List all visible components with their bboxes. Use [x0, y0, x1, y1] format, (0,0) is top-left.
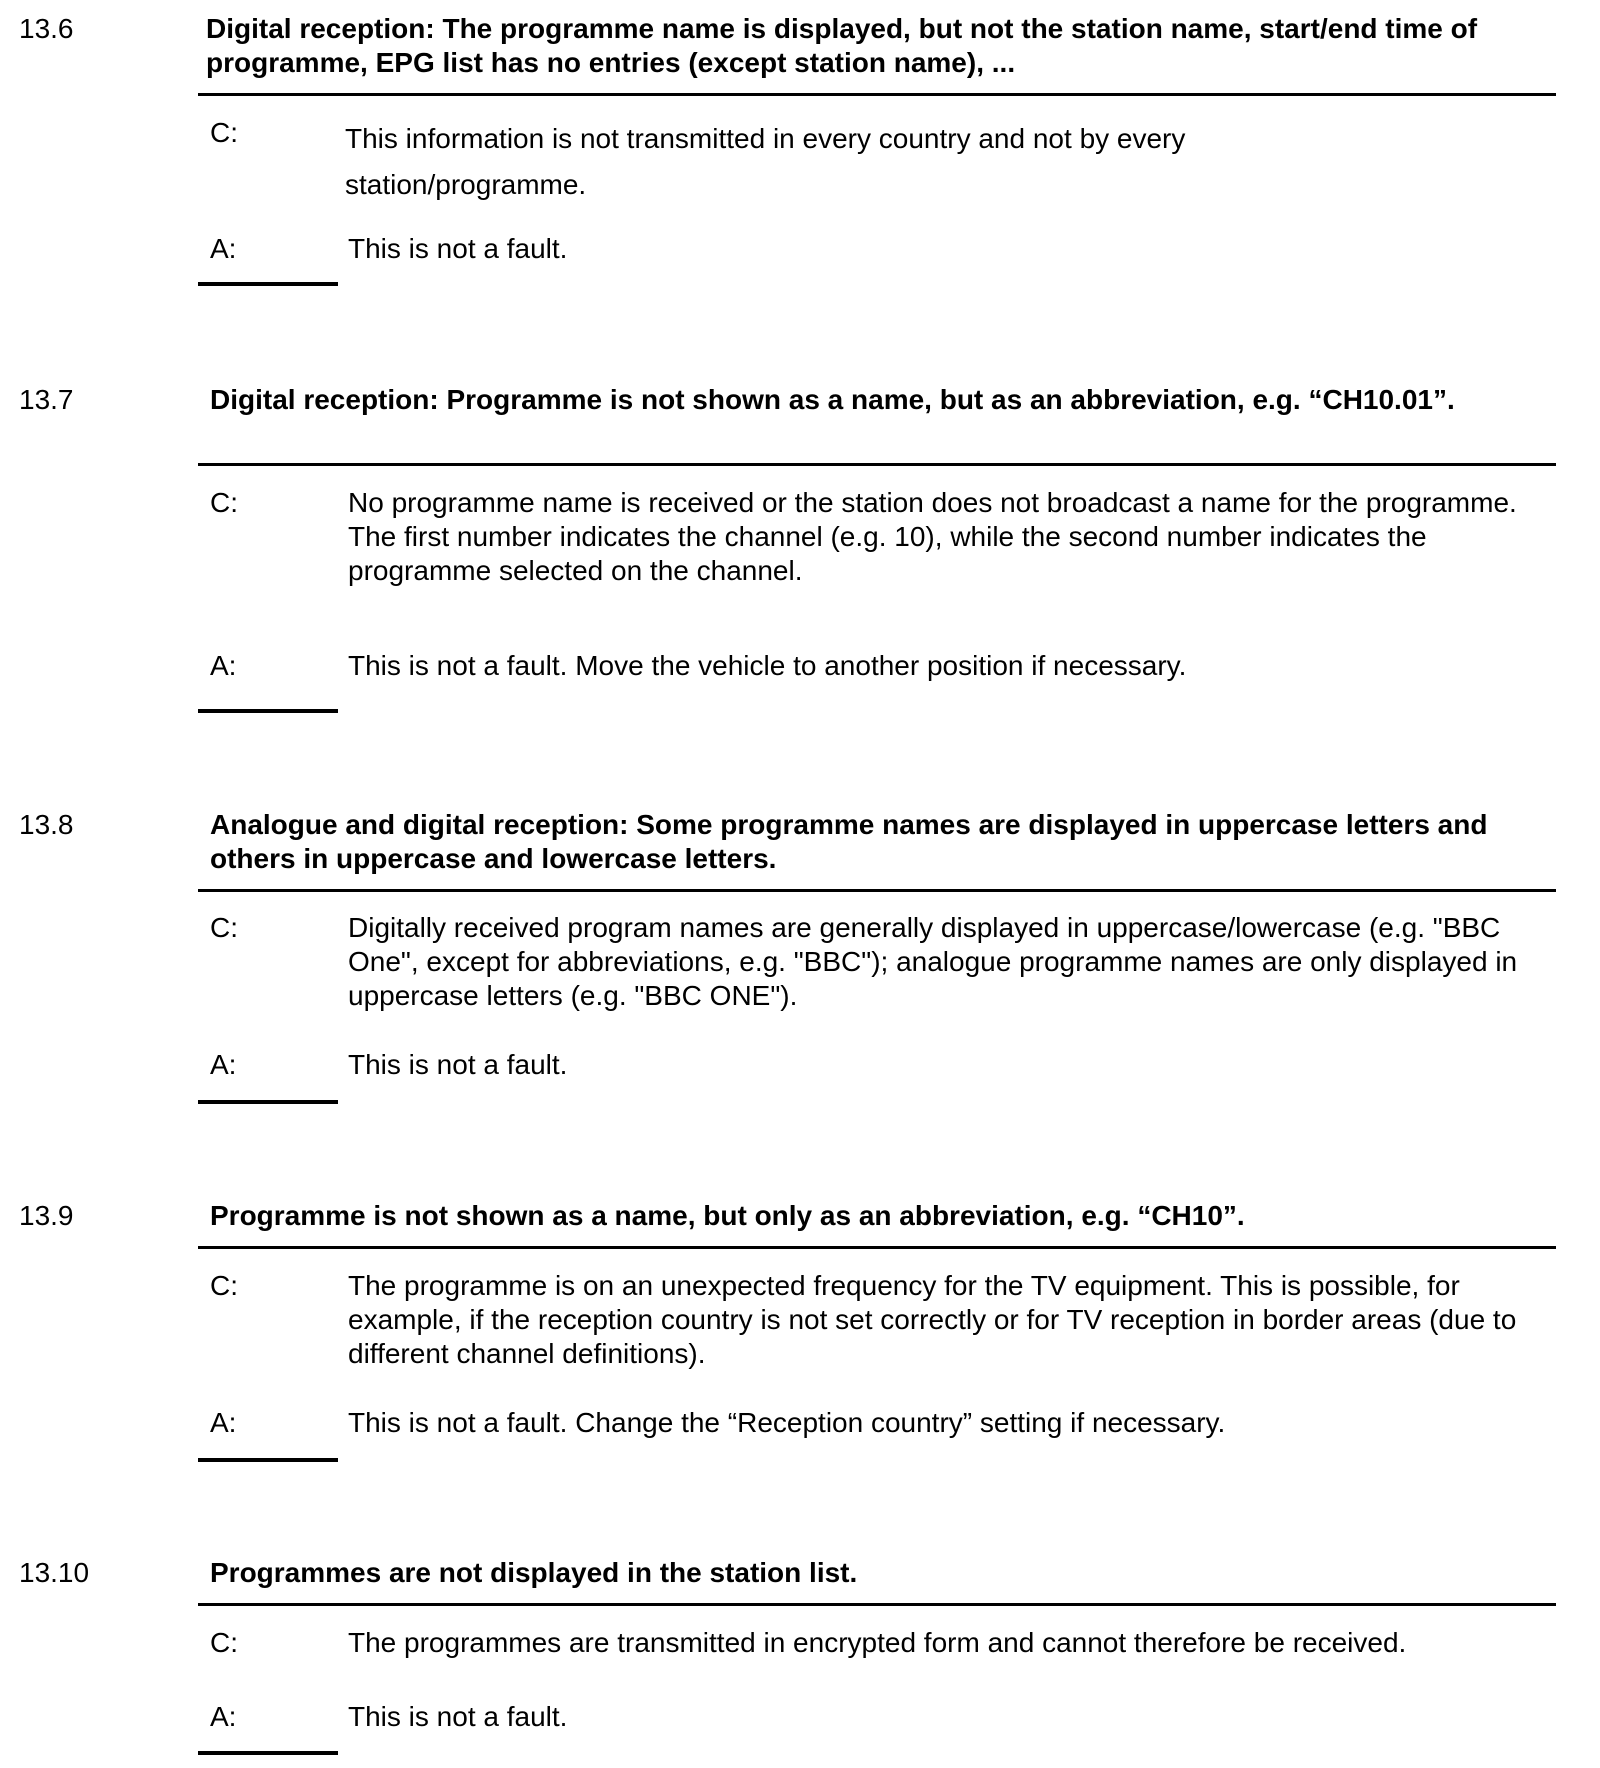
cause-label: C:	[210, 487, 238, 518]
end-divider	[198, 709, 338, 713]
end-divider	[198, 282, 338, 286]
title-divider	[198, 889, 1556, 892]
title-divider	[198, 1246, 1556, 1249]
action-text: This is not a fault.	[348, 1049, 568, 1080]
entry-number: 13.6	[19, 13, 74, 44]
cause-text: No programme name is received or the station does not broadcast a name for the programme. The first number indicates the channel (e.g. 10), while the second number indicates the programme selected on the channel.	[348, 487, 1517, 586]
action-label: A:	[210, 1049, 237, 1080]
cause-text: The programmes are transmitted in encrypted form and cannot therefore be received.	[348, 1627, 1407, 1658]
entry-number: 13.10	[19, 1557, 90, 1588]
entry-title: Digital reception: The programme name is displayed, but not the station name, start/end time of programme, EPG list has no entries (except station name), ...	[206, 13, 1478, 78]
cause-text: The programme is on an unexpected frequency for the TV equipment. This is possible, for example, if the reception country is not set correctly or for TV reception in border areas (due to different channel definitions).	[348, 1270, 1517, 1369]
end-divider	[198, 1458, 338, 1462]
action-text: This is not a fault. Change the “Reception country” setting if necessary.	[348, 1407, 1226, 1438]
entry-title: Programme is not shown as a name, but only as an abbreviation, e.g. “CH10”.	[210, 1200, 1245, 1231]
entry-number: 13.7	[19, 384, 74, 415]
end-divider	[198, 1100, 338, 1104]
cause-label: C:	[210, 117, 238, 148]
action-label: A:	[210, 1701, 237, 1732]
action-label: A:	[210, 650, 237, 681]
title-divider	[198, 463, 1556, 466]
cause-text: This information is not transmitted in every country and not by every station/programme.	[345, 123, 1186, 200]
entry-title: Programmes are not displayed in the station list.	[210, 1557, 858, 1588]
cause-label: C:	[210, 1270, 238, 1301]
title-divider	[198, 1603, 1556, 1606]
entry-title: Digital reception: Programme is not shown as a name, but as an abbreviation, e.g. “CH10.01”.	[210, 384, 1455, 415]
entry-number: 13.8	[19, 809, 74, 840]
action-text: This is not a fault.	[348, 233, 568, 264]
action-label: A:	[210, 1407, 237, 1438]
cause-text: Digitally received program names are generally displayed in uppercase/lowercase (e.g. "BBC One", except for abbreviations, e.g. "BBC"); analogue programme names are only displayed in uppercase letters (e.g. "BBC ONE").	[348, 912, 1518, 1011]
action-text: This is not a fault. Move the vehicle to another position if necessary.	[348, 650, 1187, 681]
title-divider	[198, 93, 1556, 96]
action-label: A:	[210, 233, 237, 264]
cause-label: C:	[210, 1627, 238, 1658]
entry-title: Analogue and digital reception: Some programme names are displayed in uppercase letters and others in uppercase and lowercase letters.	[210, 809, 1488, 874]
end-divider	[198, 1751, 338, 1755]
action-text: This is not a fault.	[348, 1701, 568, 1732]
cause-label: C:	[210, 912, 238, 943]
entry-number: 13.9	[19, 1200, 74, 1231]
